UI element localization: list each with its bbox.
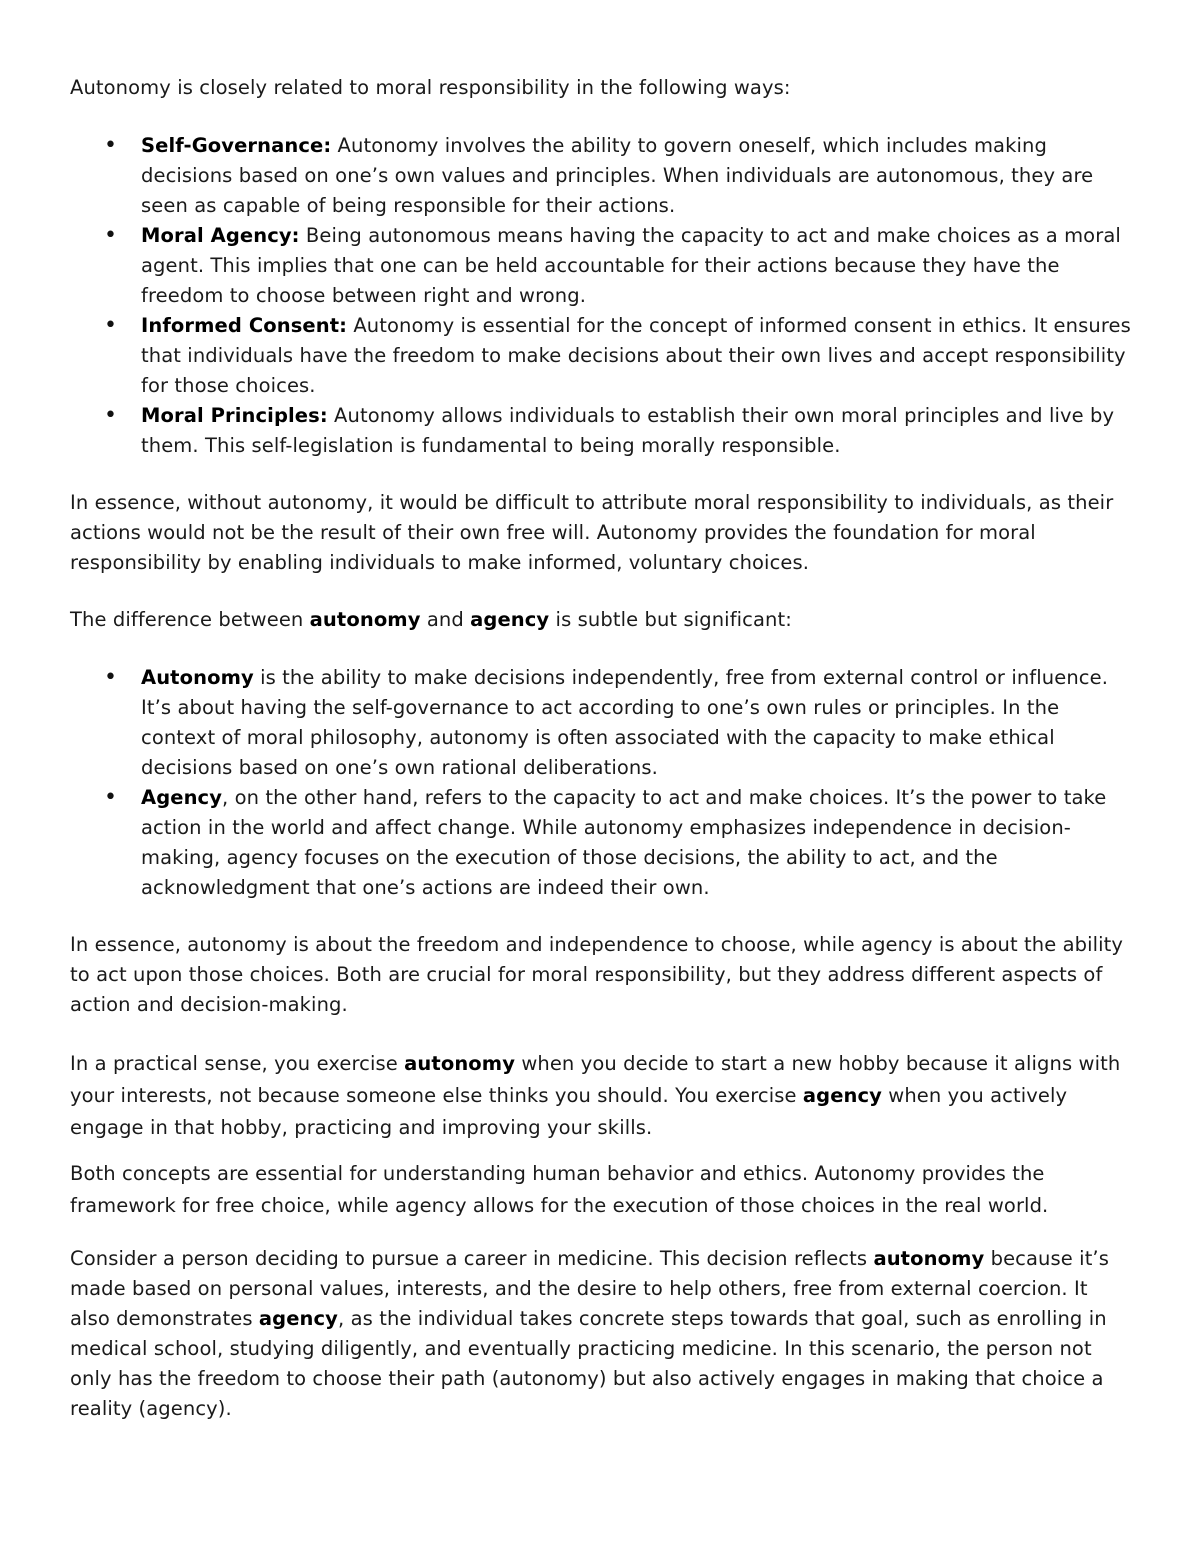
definitions-list bbox=[70, 663, 1132, 903]
practical-text: In a practical sense, you exercise bbox=[70, 1052, 405, 1075]
consider-term-agency: agency bbox=[258, 1307, 338, 1330]
list-item-text: , on the other hand, refers to the capacity to act and make choices. It’s the power to take action in the world and affect change. While autonomy emphasizes independence in decision-making, agency focuses on the execution of those decisions, the ability to act, and the acknowledgment that one’s actions are indeed their own. bbox=[141, 786, 1107, 899]
list-item-term: Self-Governance: bbox=[141, 134, 332, 157]
difference-term-agency: agency bbox=[470, 608, 550, 631]
both-concepts-paragraph: Both concepts are essential for understanding human behavior and ethics. Autonomy provides the framework for free choice, while agency allows for the execution of those choices in the real world. bbox=[70, 1162, 1049, 1217]
difference-paragraph bbox=[70, 605, 1132, 635]
difference-term-autonomy: autonomy bbox=[309, 608, 421, 631]
difference-text: and bbox=[420, 608, 471, 631]
consider-paragraph bbox=[70, 1244, 1132, 1424]
document-page bbox=[70, 73, 1132, 1424]
difference-text: The difference between bbox=[70, 608, 310, 631]
list-item-term: Informed Consent: bbox=[141, 314, 348, 337]
practical-text: when you decide to start a new hobby because it aligns with your interests, not because someone else thinks you should. You exercise bbox=[70, 1052, 1121, 1107]
consider-text: because it’s made based on personal values, interests, and the desire to help others, free from external coercion. It also demonstrates bbox=[70, 1247, 1109, 1330]
list-item bbox=[70, 401, 1132, 461]
practical-text: when you actively engage in that hobby, practicing and improving your skills. bbox=[70, 1084, 1068, 1139]
difference-text: is subtle but significant: bbox=[549, 608, 792, 631]
practical-paragraph bbox=[70, 1048, 1132, 1144]
list-item-text: Autonomy involves the ability to govern oneself, which includes making decisions based on one’s own values and principles. When individuals are autonomous, they are seen as capable of being responsible for their actions. bbox=[141, 134, 1094, 217]
consider-text: , as the individual takes concrete steps towards that goal, such as enrolling in medical school, studying diligently, and eventually practicing medicine. In this scenario, the person not only has the freedom to choose their path (autonomy) but also actively engages in making that choice a reality (agency). bbox=[70, 1307, 1107, 1420]
consider-term-autonomy: autonomy bbox=[873, 1247, 985, 1270]
list-item bbox=[70, 131, 1132, 221]
practical-term-agency: agency bbox=[802, 1084, 882, 1107]
essence-paragraph-1: In essence, without autonomy, it would be difficult to attribute moral responsibility to individuals, as their actions would not be the result of their own free will. Autonomy provides the foundation for moral responsibility by enabling individuals to make informed, voluntary choices. bbox=[70, 491, 1114, 574]
list-item-text: Autonomy is essential for the concept of informed consent in ethics. It ensures that individuals have the freedom to make decisions about their own lives and accept responsibility for those choices. bbox=[141, 314, 1131, 397]
intro-paragraph: Autonomy is closely related to moral responsibility in the following ways: bbox=[70, 76, 791, 99]
list-item-term: Moral Principles: bbox=[141, 404, 328, 427]
practical-term-autonomy: autonomy bbox=[404, 1052, 516, 1075]
responsibility-list bbox=[70, 131, 1132, 461]
list-item-text: Being autonomous means having the capacity to act and make choices as a moral agent. This implies that one can be held accountable for their actions because they have the freedom to choose between right and wrong. bbox=[141, 224, 1121, 307]
list-item-text: Autonomy allows individuals to establish their own moral principles and live by them. This self-legislation is fundamental to being morally responsible. bbox=[141, 404, 1115, 457]
list-item-term: Agency bbox=[141, 786, 223, 809]
list-item-term: Moral Agency: bbox=[141, 224, 300, 247]
consider-text: Consider a person deciding to pursue a career in medicine. This decision reflects bbox=[70, 1247, 874, 1270]
essence-paragraph-2: In essence, autonomy is about the freedom and independence to choose, while agency is about the ability to act upon those choices. Both are crucial for moral responsibility, but they address different aspects of action and decision-making. bbox=[70, 933, 1124, 1016]
list-item bbox=[70, 221, 1132, 311]
list-item-term: Autonomy bbox=[141, 666, 254, 689]
list-item-text: is the ability to make decisions independently, free from external control or influence. It’s about having the self-governance to act according to one’s own rules or principles. In the context of moral philosophy, autonomy is often associated with the capacity to make ethical decisions based on one’s own rational deliberations. bbox=[141, 666, 1109, 779]
list-item bbox=[70, 311, 1132, 401]
list-item bbox=[70, 663, 1132, 783]
list-item bbox=[70, 783, 1132, 903]
